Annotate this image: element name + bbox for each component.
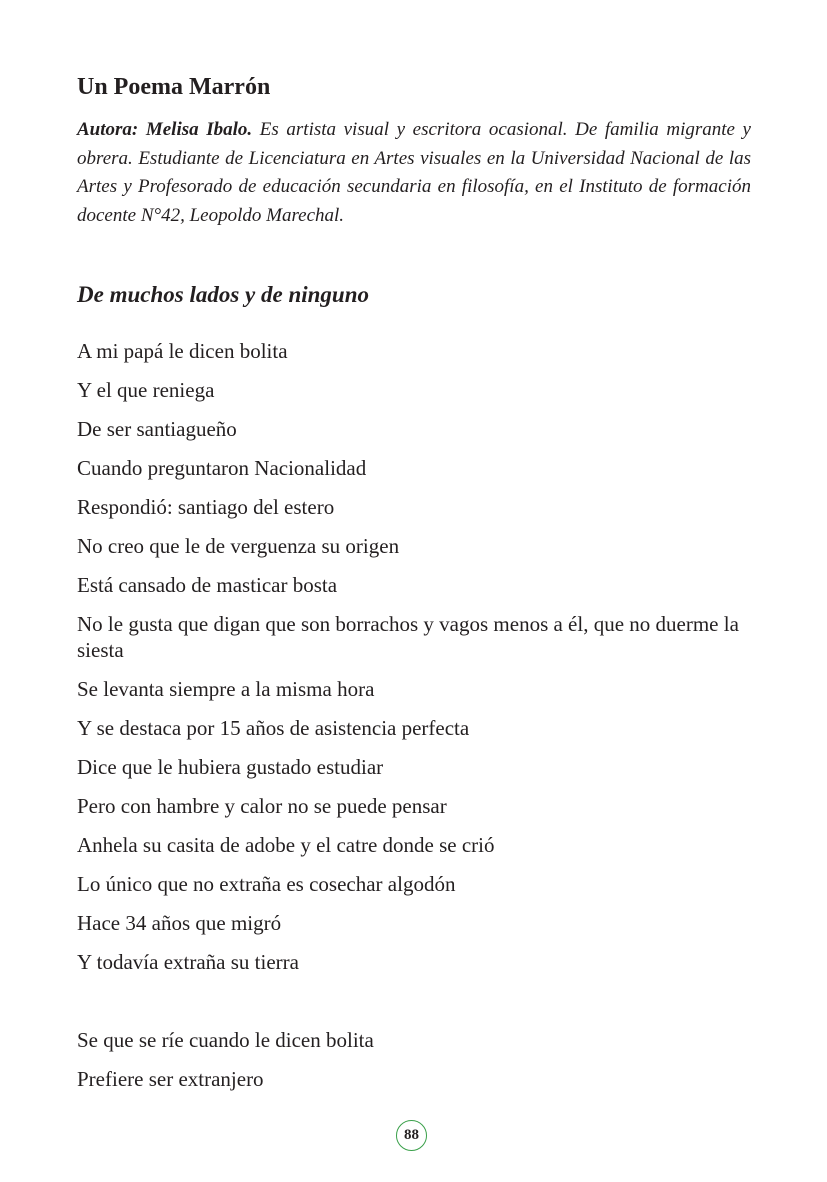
poem-line: Lo único que no extraña es cosechar algodón xyxy=(77,872,456,896)
author-label: Autora: Melisa Ibalo. xyxy=(77,119,253,140)
poem-line: De ser santiagueño xyxy=(77,417,237,441)
poem-title: De muchos lados y de ninguno xyxy=(77,282,370,307)
poem-line: Y todavía extraña su tierra xyxy=(77,950,299,974)
poem-line: Anhela su casita de adobe y el catre donde se crió xyxy=(77,833,495,857)
poem-line: Y se destaca por 15 años de asistencia perfecta xyxy=(77,716,470,740)
poem-line: No creo que le de verguenza su origen xyxy=(77,534,400,558)
poem-stanza-2 xyxy=(77,1027,751,1105)
page-title: Un Poema Marrón xyxy=(77,74,271,100)
poem-line: Respondió: santiago del estero xyxy=(77,495,335,519)
poem-line: A mi papá le dicen bolita xyxy=(77,339,288,363)
page-number: 88 xyxy=(396,1120,427,1151)
poem-stanza-1 xyxy=(77,338,751,988)
poem-line: Se levanta siempre a la misma hora xyxy=(77,677,375,701)
poem-line: Y el que reniega xyxy=(77,378,215,402)
poem-line: Se que se ríe cuando le dicen bolita xyxy=(77,1028,374,1052)
author-bio xyxy=(77,116,751,230)
poem-line: Cuando preguntaron Nacionalidad xyxy=(77,456,367,480)
poem-line: Está cansado de masticar bosta xyxy=(77,573,338,597)
poem-line: Pero con hambre y calor no se puede pensar xyxy=(77,794,447,818)
poem-line: Dice que le hubiera gustado estudiar xyxy=(77,755,384,779)
poem-line: Prefiere ser extranjero xyxy=(77,1067,264,1091)
poem-line: No le gusta que digan que son borrachos y vagos menos a él, que no duerme la siesta xyxy=(77,612,739,662)
author-bio-text: Es artista visual y escritora ocasional. De familia migrante y obrera. Estudiante de Licenciatura en Artes visuales en la Universidad Nacional de las Artes y Profesorado de educación secundaria en filosofía, en el Instituto de formación docente N°42, Leopoldo Marechal. xyxy=(77,119,751,226)
poem-line: Hace 34 años que migró xyxy=(77,911,282,935)
